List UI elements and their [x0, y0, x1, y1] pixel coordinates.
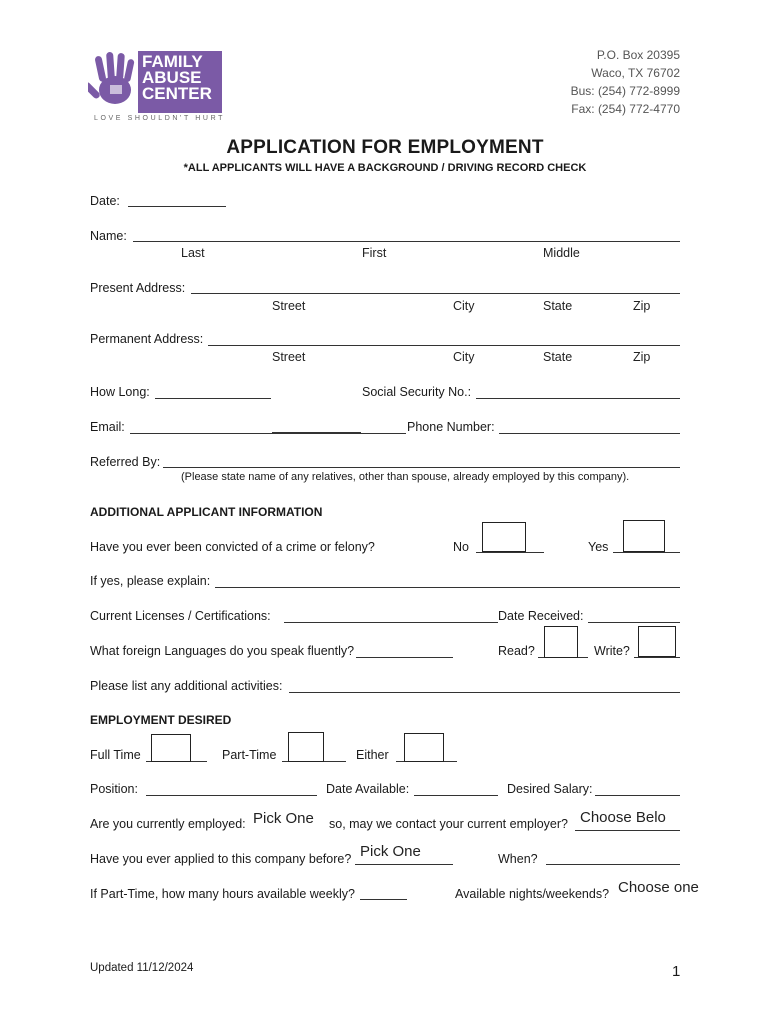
when-field[interactable]	[546, 864, 680, 865]
present-zip-caption: Zip	[633, 299, 651, 313]
position-field[interactable]	[146, 795, 317, 796]
read-checkbox[interactable]	[544, 626, 578, 658]
either-checkbox[interactable]	[404, 733, 444, 762]
referred-by-note: (Please state name of any relatives, other than spouse, already employed by this company).	[181, 471, 630, 483]
hours-weekly-field[interactable]	[360, 899, 407, 900]
hours-weekly-label: If Part-Time, how many hours available weekly?	[90, 887, 355, 901]
phone-field[interactable]	[499, 433, 680, 434]
activities-label: Please list any additional activities:	[90, 679, 283, 693]
page-title: APPLICATION FOR EMPLOYMENT	[226, 137, 544, 158]
activities-field[interactable]	[289, 692, 680, 693]
name-field[interactable]	[133, 241, 680, 242]
how-long-field[interactable]	[155, 398, 271, 399]
contact-employer-label: so, may we contact your current employer?	[329, 817, 568, 831]
referred-by-label: Referred By:	[90, 455, 161, 469]
licenses-label: Current Licenses / Certifications:	[90, 609, 271, 623]
languages-label: What foreign Languages do you speak fluently?	[90, 644, 355, 658]
convicted-no-label: No	[453, 540, 469, 554]
currently-employed-label: Are you currently employed:	[90, 817, 246, 831]
convicted-no-checkbox[interactable]	[482, 522, 526, 552]
desired-salary-field[interactable]	[595, 795, 680, 796]
address-fax: Fax: (254) 772-4770	[571, 102, 680, 116]
handprint-icon	[88, 50, 144, 116]
write-checkbox[interactable]	[638, 626, 676, 657]
present-address-label: Present Address:	[90, 281, 186, 295]
name-middle-caption: Middle	[543, 246, 580, 260]
convicted-yes-checkbox[interactable]	[623, 520, 665, 552]
write-label: Write?	[594, 644, 630, 658]
page-number: 1	[672, 963, 681, 980]
date-available-label: Date Available:	[326, 782, 410, 796]
explain-field[interactable]	[215, 587, 680, 588]
nights-weekends-label: Available nights/weekends?	[455, 887, 610, 901]
name-label: Name:	[90, 229, 127, 243]
how-long-label: How Long:	[90, 385, 150, 399]
phone-label: Phone Number:	[407, 420, 495, 434]
permanent-address-field[interactable]	[208, 345, 680, 346]
permanent-state-caption: State	[543, 350, 573, 364]
permanent-city-caption: City	[453, 350, 475, 364]
date-field[interactable]	[128, 206, 226, 207]
email-field[interactable]	[130, 433, 406, 434]
contact-employer-dropdown[interactable]: Choose Belo	[580, 809, 666, 826]
ssn-label: Social Security No.:	[362, 385, 472, 399]
convicted-yes-label: Yes	[588, 540, 609, 554]
date-available-field[interactable]	[414, 795, 498, 796]
address-po-box: P.O. Box 20395	[596, 48, 680, 62]
address-bus-phone: Bus: (254) 772-8999	[570, 84, 680, 98]
ssn-field[interactable]	[476, 398, 680, 399]
desired-salary-label: Desired Salary:	[507, 782, 593, 796]
applied-before-dropdown[interactable]: Pick One	[360, 843, 421, 860]
permanent-zip-caption: Zip	[633, 350, 651, 364]
part-time-checkbox[interactable]	[288, 732, 324, 762]
email-label: Email:	[90, 420, 125, 434]
licenses-field[interactable]	[284, 622, 498, 623]
explain-label: If yes, please explain:	[90, 574, 211, 588]
applied-before-label: Have you ever applied to this company before?	[90, 852, 352, 866]
when-label: When?	[498, 852, 538, 866]
updated-date: Updated 11/12/2024	[90, 962, 194, 974]
name-first-caption: First	[362, 246, 387, 260]
address-city: Waco, TX 76702	[591, 66, 680, 80]
date-received-field[interactable]	[588, 622, 680, 623]
languages-field[interactable]	[356, 657, 453, 658]
logo-tagline: LOVE SHOULDN'T HURT	[94, 115, 225, 122]
name-last-caption: Last	[181, 246, 205, 260]
convicted-question: Have you ever been convicted of a crime or felony?	[90, 540, 375, 554]
present-street-caption: Street	[272, 299, 306, 313]
nights-weekends-dropdown[interactable]: Choose one	[618, 879, 699, 896]
date-received-label: Date Received:	[498, 609, 584, 623]
permanent-address-label: Permanent Address:	[90, 332, 204, 346]
present-city-caption: City	[453, 299, 475, 313]
page-subtitle: *ALL APPLICANTS WILL HAVE A BACKGROUND / DRIVING RECORD CHECK	[183, 162, 587, 174]
permanent-street-caption: Street	[272, 350, 306, 364]
additional-info-heading: ADDITIONAL APPLICANT INFORMATION	[90, 505, 323, 519]
date-label: Date:	[90, 194, 120, 208]
position-label: Position:	[90, 782, 138, 796]
part-time-label: Part-Time	[222, 748, 277, 762]
referred-by-field[interactable]	[163, 467, 680, 468]
full-time-label: Full Time	[90, 748, 141, 762]
present-state-caption: State	[543, 299, 573, 313]
logo-line-3: CENTER	[142, 84, 212, 103]
read-label: Read?	[498, 644, 535, 658]
logo-line-2: ABUSE	[142, 68, 202, 87]
present-address-field[interactable]	[191, 293, 680, 294]
either-label: Either	[356, 748, 389, 762]
logo-line-1: FAMILY	[142, 52, 203, 71]
employment-desired-heading: EMPLOYMENT DESIRED	[90, 713, 232, 727]
full-time-checkbox[interactable]	[151, 734, 191, 762]
currently-employed-dropdown[interactable]: Pick One	[253, 810, 314, 827]
